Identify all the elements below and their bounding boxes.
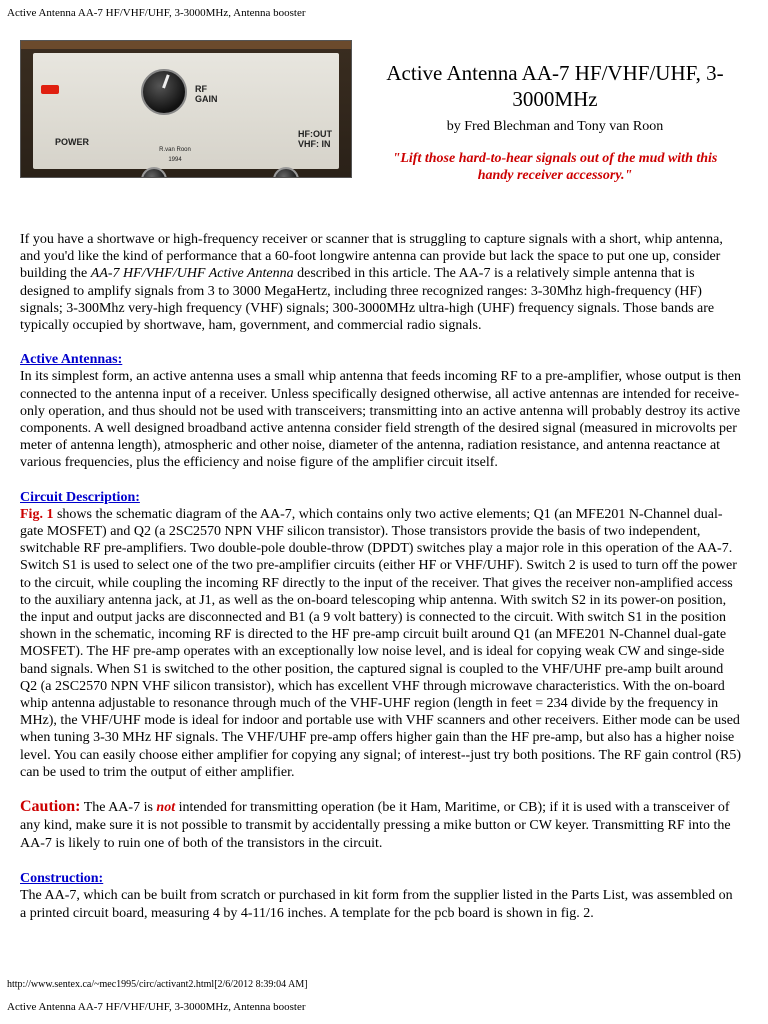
rf-gain-label: RF GAIN [195,84,218,104]
pull-quote: "Lift those hard-to-hear signals out of the mud with this handy receiver accessory." [392,151,718,183]
construction-heading[interactable]: Construction: [20,871,104,887]
rf-gain-knob [141,69,187,115]
article-title: Active Antenna AA-7 HF/VHF/UHF, 3-3000MHz [386,61,724,111]
device-photo [20,40,352,178]
cabinet-top [21,41,351,49]
intro-text-2: described in this article. The AA-7 is a relatively simple antenna that is designed to amplify signals from 3 to 3000 MegaHertz, including three recognized ranges: 3-30Mhz high-frequency (HF) signals; 3-300Mhz very-high frequency (VHF) signals; 300-3000MHz ultra-high (UHF) frequency signals. Those bands are typically occupied by shortwave, ham, government, and commercial radio signals. [20,266,715,334]
intro-paragraph [20,231,742,334]
active-antennas-heading[interactable]: Active Antennas: [20,352,123,368]
circuit-section [20,489,742,781]
circuit-heading[interactable]: Circuit Description: [20,489,140,505]
caution-not: not [156,800,176,816]
title-block [362,60,748,184]
power-led [41,85,59,94]
construction-text: The AA-7, which can be built from scratch or purchased in kit form from the supplier listed in the Parts List, was assembled on a printed circuit board, measuring 4 by 4-11/16 inches. A template for the pcb board is shown in fig. 2. [20,888,733,921]
caution-text-1: The AA-7 is [80,800,157,816]
caution-label: Caution: [20,798,81,816]
fig1-link[interactable]: Fig. 1 [20,506,54,522]
active-antennas-text: In its simplest form, an active antenna uses a small whip antenna that feeds incoming RF to a pre-amplifier, whose output is then connected to the antenna input of a receiver. Unless specifically designed otherwise, all active antennas are intended for receive-only operation, and thus should not be used with transceivers; transmitting into an active antenna will probably destroy its active components. A well designed broadband active antenna consider field strength of the desired signal (measured in microvolts per meter of antenna length), atmospheric and other noise, diameter of the antenna, radiation resistance, and antenna reactance at various frequencies, plus the efficiency and noise figure of the amplifier circuit itself. [20,369,742,471]
article-body [20,231,742,939]
print-footer-url: http://www.sentex.ca/~mec1995/circ/activant2.html[2/6/2012 8:39:04 AM] [7,979,308,990]
intro-text-1: If you have a shortwave or high-frequency receiver or scanner that is struggling to capture signals with a short, whip antenna, and you'd like the kind of performance that a 60-foot longwire antenna can provide but lack the space to put one up, consider building the [20,232,723,282]
hf-vhf-label: HF:OUT VHF: IN [298,129,332,149]
maker-label: R.van Roon 1994 [159,147,191,163]
print-header-title: Active Antenna AA-7 HF/VHF/UHF, 3-3000MHz, Antenna booster [7,7,306,19]
construction-section [20,870,742,922]
circuit-text: shows the schematic diagram of the AA-7, which contains only two active elements; Q1 (an MFE201 N-Channel dual-gate MOSFET) and Q2 (a 2SC2570 NPN VHF silicon transistor). Those transistors provide the basis of two independent, switchable RF pre-amplifiers. Two double-pole double-throw (DPDT) switches play a major role in this operation of the AA-7. Switch S1 is used to select one of the two pre-amplifier circuits (either HF or VHF/UHF). Switch 2 is used to turn off the power to the circuit, while coupling the incoming RF directly to the input of the receiver. That gives the receiver non-amplified access to the auxiliary antenna jack, at J1, as well as the on-board telescoping whip antenna. With switch S2 in its power-on position, the input and output jacks are disconnected and B1 (a 9 volt battery) is connected to the circuit. With switch S1 in the position shown in the schematic, incoming RF is directed to the HF pre-amp circuit built around Q1 (an MFE201 N-Channel dual-gate MOSFET). The HF pre-amp operates with an exceptionally low noise level, and is ideal for copying weak CW and singe-side band signals. When S1 is switched to the other position, the captured signal is coupled to the VHF/UHF pre-amp built around Q2 (a 2SC2570 NPN VHF silicon transistor), which has excellent VHF through microwave characteristics. With the on-board whip antenna adjustable to resonance through much of the VHF-UHF region (length in feet = 234 divide by the frequency in MHz), the VHF/UHF mode is ideal for indoor and portable use with VHF scanners and other receivers. Either mode can be used when tuning 3-30 MHz HF signals. The VHF/UHF pre-amp offers higher gain than the HF pre-amp, but also has a higher noise level. You can easily choose either amplifier for copying any signal; of interest--just try both positions. The RF gain control (R5) can be used to trim the output of either amplifier. [20,506,741,780]
print-footer-title: Active Antenna AA-7 HF/VHF/UHF, 3-3000MHz, Antenna booster [7,1001,306,1013]
caution-paragraph [20,798,742,853]
caution-text-2: intended for transmitting operation (be it Ham, Maritime, or CB); if it is used with a transceiver of any kind, make sure it is not possible to transmit by accidentally pressing a mike button or CW keyer. Transmitting RF into the AA-7 is likely to ruin one of both of the transistors in the circuit. [20,800,731,852]
byline: by Fred Blechman and Tony van Roon [446,119,664,134]
intro-emphasis: AA-7 HF/VHF/UHF Active Antenna [90,266,294,282]
active-antennas-section [20,351,742,471]
power-label: POWER [55,137,90,147]
